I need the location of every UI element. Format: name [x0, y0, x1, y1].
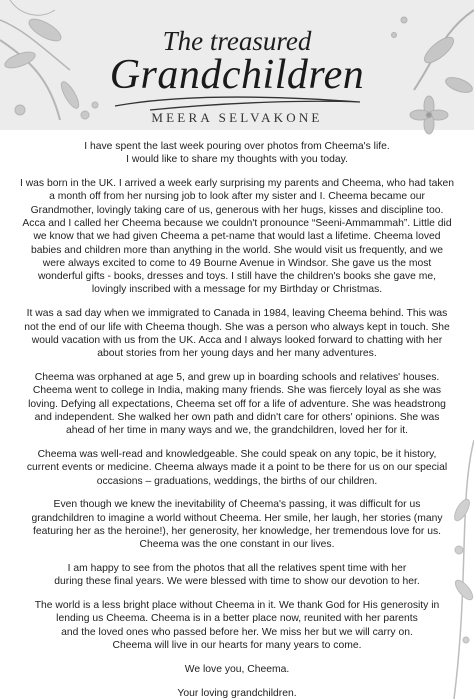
- paragraph-line: I am happy to see from the photos that all the relatives spent time with her: [67, 563, 407, 575]
- paragraph-line: lending us Cheema. Cheema is in a better place now, reunited with her parents: [56, 613, 418, 625]
- paragraph-line: current events or medicine. Cheema always made it a point to be there for us on our special: [26, 462, 448, 474]
- paragraph-line: Cheema will live in our hearts for many years to come.: [112, 640, 362, 651]
- paragraph-line: We love you, Cheema.: [184, 663, 290, 675]
- paragraph: [0, 599, 474, 652]
- paragraph-line: we know that we had given Cheema a pet-name that would last a lifetime. Cheema loved: [33, 231, 441, 243]
- paragraph-line: about stories from her young days and her many adventures.: [97, 348, 377, 360]
- author-name: MEERA SELVAKONE: [151, 110, 323, 125]
- paragraph: [0, 371, 474, 437]
- article-body: [0, 140, 474, 699]
- paragraph: [0, 177, 474, 297]
- paragraph-line: Grandmother, lovingly taking care of us, generous with her hugs, kisses and discipline too.: [30, 204, 444, 216]
- paragraph-line: were always excited to come to 49 Bourne Avenue in Windsor. She gave us the most: [42, 257, 432, 269]
- paragraph-line: during these final years. We were blessed with time to show our devotion to her.: [54, 576, 420, 588]
- paragraph-line: Cheema was well-read and knowledgeable. She could speak on any topic, be it history,: [37, 448, 437, 460]
- paragraph: [0, 448, 474, 488]
- paragraph: [0, 498, 474, 551]
- paragraph-line: ahead of her time in many ways and we, the grandchildren, loved her for it.: [65, 425, 409, 437]
- paragraph-line: and independent. She walked her own path and didn't care for others' opinions. She was: [34, 411, 440, 423]
- paragraph-line: I would like to share my thoughts with you today.: [126, 154, 348, 166]
- paragraph-line: Your loving grandchildren.: [177, 687, 297, 699]
- paragraph-line: I have spent the last week pouring over photos from Cheema's life.: [84, 141, 390, 152]
- paragraph-line: Cheema was orphaned at age 5, and grew up in boarding schools and relatives' houses.: [34, 371, 440, 383]
- header: [0, 0, 474, 135]
- paragraph-line: not the end of our life with Cheema though. She was a person who always kept in touch. She: [24, 321, 450, 333]
- paragraph-line: Even though we knew the inevitability of Cheema's passing, it was difficult for us: [53, 499, 421, 511]
- paragraph-line: featuring her as the heroine!), her generosity, her knowledge, her tremendous love for us.: [32, 525, 442, 537]
- paragraph-line: loving. Defying all expectations, Cheema set off for a life of adventure. She was headstrong: [28, 398, 446, 410]
- paragraph: [0, 687, 474, 699]
- paragraph-line: a month off from her nursing job to look after my sister and I. Cheema became our: [49, 191, 425, 203]
- paragraph: [0, 562, 474, 589]
- paragraph-line: Cheema went to college in India, making many friends. She was fiercely loyal as she was: [32, 385, 442, 397]
- title-big: Grandchildren: [109, 52, 365, 98]
- paragraph-line: grandchildren to imagine a world without Cheema. Her smile, her laugh, her stories (many: [31, 512, 443, 524]
- paragraph-line: The world is a less bright place without Cheema in it. We thank God for His generosity in: [34, 600, 440, 612]
- paragraph-line: and the loved ones who passed before her. We miss her but we will carry on.: [61, 626, 413, 638]
- paragraph: [0, 140, 474, 167]
- paragraph-line: babies and children more than anything in the world. She would visit us frequently, and we: [30, 244, 444, 256]
- paragraph: [0, 307, 474, 360]
- paragraph-line: would vacation with us from the UK. Acca and I always looked forward to chatting with her: [31, 334, 443, 346]
- paragraph: [0, 663, 474, 676]
- paragraph-line: occasions – graduations, weddings, the births of our children.: [96, 475, 378, 487]
- paragraph-line: I was born in the UK. I arrived a week early surprising my parents and Cheema, who had taken: [19, 178, 455, 190]
- paragraph-line: Acca and I called her Cheema because we couldn't pronounce “Seeni-Ammammah”. Little did: [22, 217, 452, 229]
- paragraph-line: It was a sad day when we immigrated to Canada in 1984, leaving Cheema behind. This was: [26, 308, 448, 320]
- paragraph-line: lovingly inscribed with a message for my Birthday or Christmas.: [91, 284, 383, 296]
- paragraph-line: Cheema was the one constant in our lives.: [139, 539, 335, 551]
- title-small: The treasured: [162, 26, 312, 56]
- paragraph-line: wonderful gifts - books, dresses and toys. I still have the children's books she gave me,: [37, 271, 437, 283]
